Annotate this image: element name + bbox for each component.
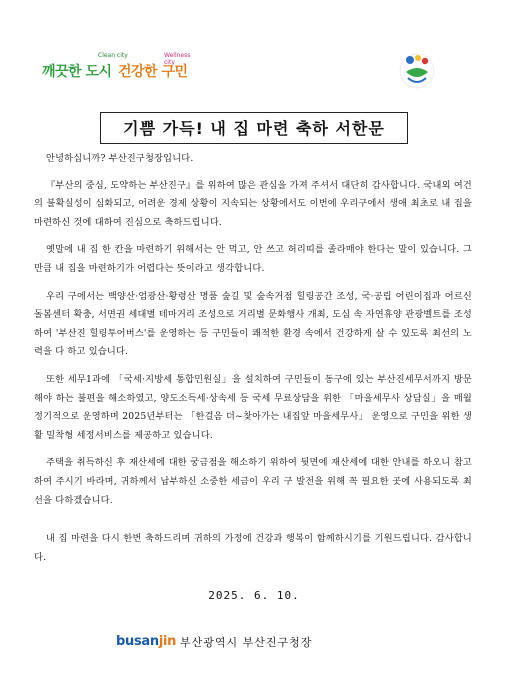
slogan-tagline-wellness: Wellness city [164,52,191,66]
greeting-paragraph: 안녕하십니까? 부산진구청장입니다. [46,153,194,164]
letter-body [34,150,472,576]
slogan-tagline-clean: Clean city [98,52,128,59]
district-emblem-icon [398,52,436,90]
document-title: 기쁨 가득! 내 집 마련 축하 서한문 [100,112,408,144]
slogan-logo [42,52,202,92]
body-paragraph-2: 옛말에 내 집 한 칸을 마련하기 위해서는 안 먹고, 안 쓰고 허리띠를 졸라매야 한다는 말이 있습니다. 그만큼 내 집을 마련하기가 어렵다는 뜻이라고 생각합니다. [34,244,472,274]
letter-date: 2025. 6. 10. [208,589,300,602]
body-paragraph-1: 『부산의 중심, 도약하는 부산진구』를 위하여 많은 관심을 가져 주셔서 대단히 감사합니다. 국내외 여건의 불확실성이 심화되고, 어려운 경제 상황이 지속되는 상황에서도 이번에 우리구에서 생애 최초로 내 집을 마련하신 것에 대하여 진심으로 축하드립니다. [34,179,472,228]
closing-paragraph: 내 집 마련을 다시 한번 축하드리며 귀하의 가정에 건강과 행복이 함께하시기를 기원드립니다. 감사합니다. [34,533,472,563]
busanjin-logo-part-2: jin [158,634,177,649]
slogan-healthy-citizens: 건강한 구민 [118,64,188,80]
busanjin-logo-part-1: busan [116,634,159,649]
body-paragraph-3: 우리 구에서는 백양산·엄광산·황령산 명품 숲길 및 숲속거점 힐링공간 조성, 국·공립 어린이집과 어르신 돌봄센터 확충, 서면권 세대별 테마거리 조성으로 거리별 문화행사 개최, 도심 속 자연휴양 관광벨트를 조성하여 '부산진 힐링투어버스'를 운영하는 등 구민들이 쾌적한 환경 속에서 건강하게 살 수 있도록 최선의 노력을 다 하고 있습니다. [34,290,472,358]
letterhead [0,38,508,98]
busanjin-logo [116,634,176,649]
letter-footer [0,626,508,666]
body-paragraph-5: 주택을 취득하신 후 재산세에 대한 궁금점을 해소하기 위하여 뒷면에 재산세에 대한 안내를 하오니 참고하여 주시기 바라며, 귀하께서 납부하신 소중한 세금이 우리 구 발전을 위해 꼭 필요한 곳에 사용되도록 최선을 다하겠습니다. [34,457,472,506]
slogan-clean-city: 깨끗한 도시 [42,64,112,80]
signature-line: 부산광역시 부산진구청장 [180,636,313,649]
title-wrapper [0,112,508,144]
body-paragraph-4: 또한 세무1과에 「국세·지방세 통합민원실」을 설치하여 구민들이 동구에 있는 부산진세무서까지 방문해야 하는 불편을 해소하였고, 양도소득세·상속세 등 국세 무료상담을 위한 「마을세무사 상담실」을 매월 정기적으로 운영하며 2025년부터는 「한걸음 더~찾아가는 내집앞 마을세무사」 운영으로 구민을 위한 생활 밀착형 세정서비스를 제공하고 있습니다. [34,373,472,441]
